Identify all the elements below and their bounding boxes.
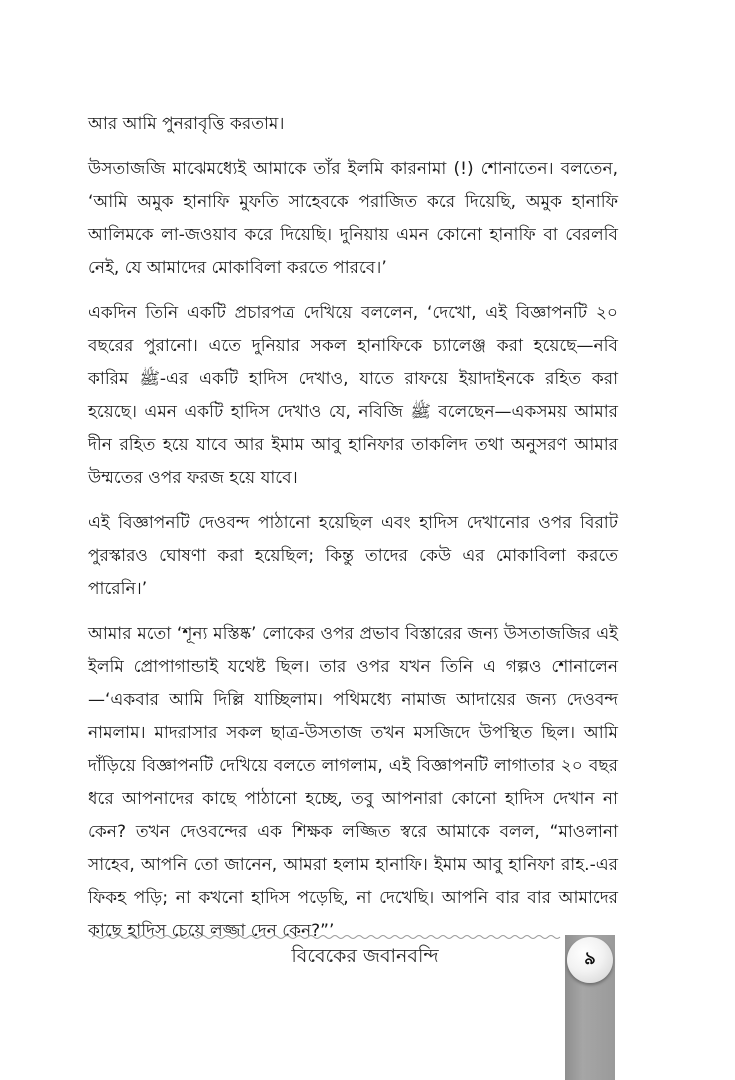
paragraph-3: একদিন তিনি একটি প্রচারপত্র দেখিয়ে বললেন, ‘দেখো, এই বিজ্ঞাপনটি ২০ বছরের পুরানো। এতে দুনিয়ার সকল হানাফিকে চ্যালেঞ্জ করা হয়েছে—নবি কারিম ﷺ-এর একটি হাদিস দেখাও, যাতে রাফয়ে ইয়াদাইনকে রহিত করা হয়েছে। এমন একটি হাদিস দেখাও যে, নবিজি ﷺ বলেছেন—একসময় আমার দীন রহিত হয়ে যাবে আর ইমাম আবু হানিফার তাকলিদ তথা অনুসরণ আমার উম্মতের ওপর ফরজ হয়ে যাবে। xyxy=(88,303,619,488)
paragraph-4: এই বিজ্ঞাপনটি দেওবন্দ পাঠানো হয়েছিল এবং হাদিস দেখানোর ওপর বিরাট পুরস্কারও ঘোষণা করা হয়েছিল; কিন্তু তাদের কেউ এর মোকাবিলা করতে পারেনি।’ xyxy=(88,513,618,599)
page-number-badge xyxy=(567,937,613,983)
running-footer-title: বিবেকের জবানবন্দি xyxy=(291,945,439,967)
paragraph-1: আর আমি পুনরাবৃত্তি করতাম। xyxy=(88,114,285,134)
paragraph-2: উসতাজজি মাঝেমধ্যেই আমাকে তাঁর ইলমি কারনামা (!) শোনাতেন। বলতেন, ‘আমি অমুক হানাফি মুফতি সাহেবকে পরাজিত করে দিয়েছি, অমুক হানাফি আলিমকে লা-জওয়াব করে দিয়েছি। দুনিয়ায় এমন কোনো হানাফি বা বেরলবি নেই, যে আমাদের মোকাবিলা করতে পারবে।’ xyxy=(88,159,618,278)
page-number: ৯ xyxy=(584,948,596,969)
body-text xyxy=(88,108,618,960)
paragraph-5: আমার মতো ‘শূন্য মস্তিষ্ক’ লোকের ওপর প্রভাব বিস্তারের জন্য উসতাজজির এই ইলমি প্রোপাগান্ডাই যথেষ্ট ছিল। তার ওপর যখন তিনি এ গল্পও শোনালেন—‘একবার আমি দিল্লি যাচ্ছিলাম। পথিমধ্যে নামাজ আদায়ের জন্য দেওবন্দ নামলাম। মাদরাসার সকল ছাত্র-উসতাজ তখন মসজিদে উপস্থিত ছিল। আমি দাঁড়িয়ে বিজ্ঞাপনটি দেখিয়ে বলতে লাগলাম, এই বিজ্ঞাপনটি লাগাতার ২০ বছর ধরে আপনাদের কাছে পাঠানো হচ্ছে, তবু আপনারা কোনো হাদিস দেখান না কেন? তখন দেওবন্দের এক শিক্ষক লজ্জিত স্বরে আমাকে বলল, “মাওলানা সাহেব, আপনি তো জানেন, আমরা হলাম হানাফি। ইমাম আবু হানিফা রাহ.-এর ফিকহ পড়ি; না কখনো হাদিস পড়েছি, না দেখেছি। আপনি বার বার আমাদের কাছে হাদিস চেয়ে লজ্জা দেন কেন?”’ xyxy=(88,624,618,941)
